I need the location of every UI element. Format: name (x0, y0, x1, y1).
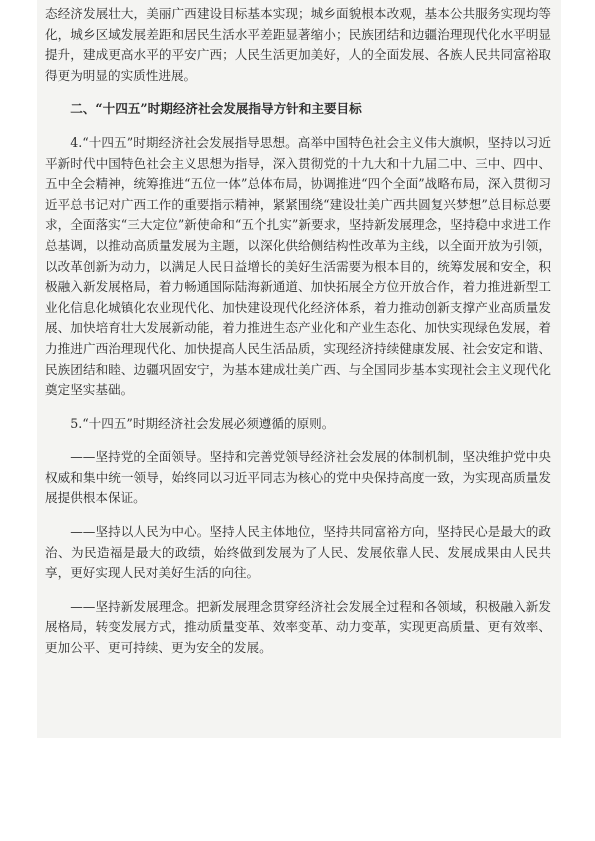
principle-party-leadership-paragraph: ——坚持党的全面领导。坚持和完善党领导经济社会发展的体制机制，坚决维护党中央权威和集中统一领导，始终同以习近平同志为核心的党中央保持高度一致，为实现高质量发展提供根本保证。 (45, 449, 551, 506)
principle-new-development-paragraph: ——坚持新发展理念。把新发展理念贯穿经济社会发展全过程和各领域，积极融入新发展格局，转变发展方式，推动质量变革、效率变革、动力变革，实现更高质量、更有效率、更加公平、更可持续、更为安全的发展。 (45, 598, 551, 656)
intro-continuation-paragraph: 态经济发展壮大，美丽广西建设目标基本实现；城乡面貌根本改观，基本公共服务实现均等化，城乡区域发展差距和居民生活水平差距显著缩小；民族团结和边疆治理现代化水平明显提升，建成更高水平的平安广西；人民生活更加美好，人的全面发展、各族人民共同富裕取得更为明显的实质性进展。 (45, 6, 551, 83)
document-body (45, 4, 551, 659)
principles-intro-paragraph: 5.“十四五”时期经济社会发展必须遵循的原则。 (70, 415, 335, 431)
guiding-thought-paragraph: 4.“十四五”时期经济社会发展指导思想。高举中国特色社会主义伟大旗帜，坚持以习近平新时代中国特色社会主义思想为指导，深入贯彻党的十九大和十九届二中、三中、四中、五中全会精神，统筹推进“五位一体”总体布局，协调推进“四个全面”战略布局，深入贯彻习近平总书记对广西工作的重要指示精神，紧紧围绕“建设壮美广西共圆复兴梦想”总目标总要求，全面落实“三大定位”新使命和“五个扎实”新要求，坚持新发展理念，坚持稳中求进工作总基调，以推动高质量发展为主题，以深化供给侧结构性改革为主线，以全面开放为引领，以改革创新为动力，以满足人民日益增长的美好生活需要为根本目的，统筹发展和安全，积极融入新发展格局，着力畅通国际陆海新通道、加快拓展全方位开放合作，着力推进新型工业化信息化城镇化农业现代化、加快建设现代化经济体系，着力推动创新支撑产业高质量发展、加快培育壮大发展新动能，着力推进生态产业化和产业生态化、加快实现绿色发展，着力推进广西治理现代化、加快提高人民生活品质，实现经济持续健康发展、社会安定和谐、民族团结和睦、边疆巩固安宁，为基本建成壮美广西、与全国同步基本实现社会主义现代化奠定坚实基础。 (45, 134, 551, 398)
principle-people-centered-paragraph: ——坚持以人民为中心。坚持人民主体地位，坚持共同富裕方向，坚持民心是最大的政治、为民造福是最大的政绩，始终做到发展为了人民、发展依靠人民、发展成果由人民共享，更好实现人民对美好生活的向往。 (45, 524, 551, 581)
section-heading: 二、“十四五”时期经济社会发展指导方针和主要目标 (70, 101, 362, 117)
